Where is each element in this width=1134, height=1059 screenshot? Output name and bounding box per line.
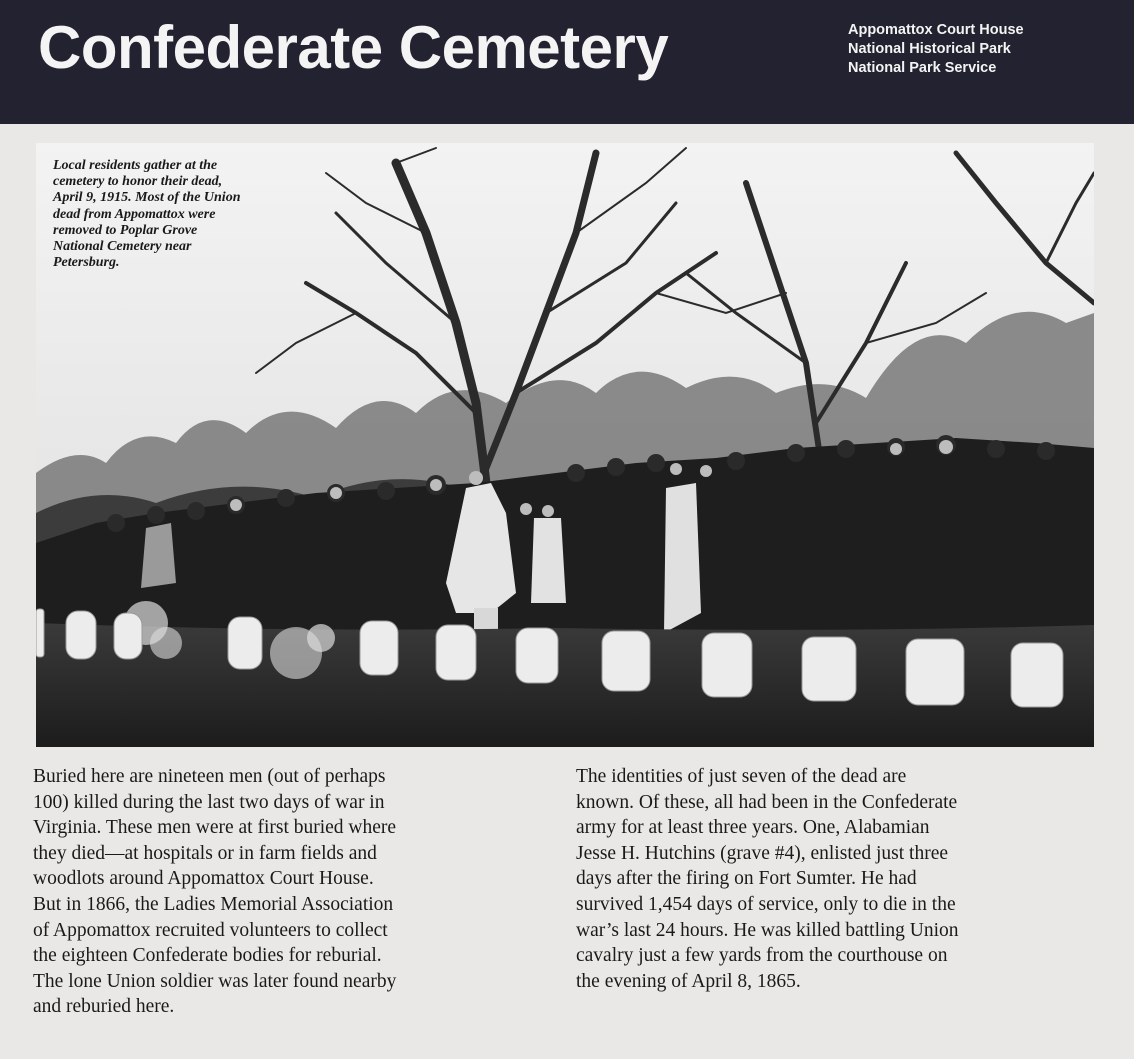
caption-line: cemetery to honor their dead,	[53, 174, 223, 190]
header-bar	[0, 0, 1134, 124]
agency-line: National Park Service	[848, 60, 997, 76]
body-line: the eighteen Confederate bodies for reburial.	[33, 945, 382, 967]
caption-line: Petersburg.	[53, 255, 120, 271]
body-line: survived 1,454 days of service, only to die in the	[576, 893, 956, 915]
body-line: 100) killed during the last two days of war in	[33, 791, 385, 813]
caption-line: April 9, 1915. Most of the Union	[53, 190, 241, 206]
body-line: The identities of just seven of the dead are	[576, 766, 907, 787]
agency-line: National Historical Park	[848, 41, 1011, 57]
body-line: Buried here are nineteen men (out of perhaps	[33, 766, 386, 787]
body-line: and reburied here.	[33, 996, 175, 1018]
agency-block	[848, 21, 1024, 78]
body-line: days after the firing on Fort Sumter. He had	[576, 868, 917, 890]
caption-line: Local residents gather at the	[53, 158, 218, 173]
body-line: woodlots around Appomattox Court House.	[33, 868, 374, 890]
body-line: cavalry just a few yards from the courthouse on	[576, 945, 948, 967]
caption-line: removed to Poplar Grove	[53, 222, 198, 238]
body-line: army for at least three years. One, Alabamian	[576, 817, 930, 839]
agency-line: Appomattox Court House	[848, 22, 1024, 38]
body-line: of Appomattox recruited volunteers to collect	[33, 919, 388, 941]
body-line: known. Of these, all had been in the Confederate	[576, 791, 958, 813]
body-line: The lone Union soldier was later found nearby	[33, 970, 397, 992]
caption-line: dead from Appomattox were	[53, 206, 216, 222]
body-line: war’s last 24 hours. He was killed battling Union	[576, 919, 959, 941]
caption-line: National Cemetery near	[53, 239, 192, 255]
body-line: the evening of April 8, 1865.	[576, 970, 801, 992]
body-text-right	[576, 764, 1106, 994]
page-title: Confederate Cemetery	[38, 14, 669, 81]
photo-caption	[53, 158, 353, 271]
body-line: But in 1866, the Ladies Memorial Association	[33, 893, 394, 915]
historic-photo	[36, 143, 1094, 747]
body-line: Virginia. These men were at first buried where	[33, 817, 397, 839]
body-text-left	[33, 764, 553, 1020]
body-line: they died—at hospitals or in farm fields and	[33, 842, 377, 864]
body-line: Jesse H. Hutchins (grave #4), enlisted just three	[576, 842, 949, 864]
